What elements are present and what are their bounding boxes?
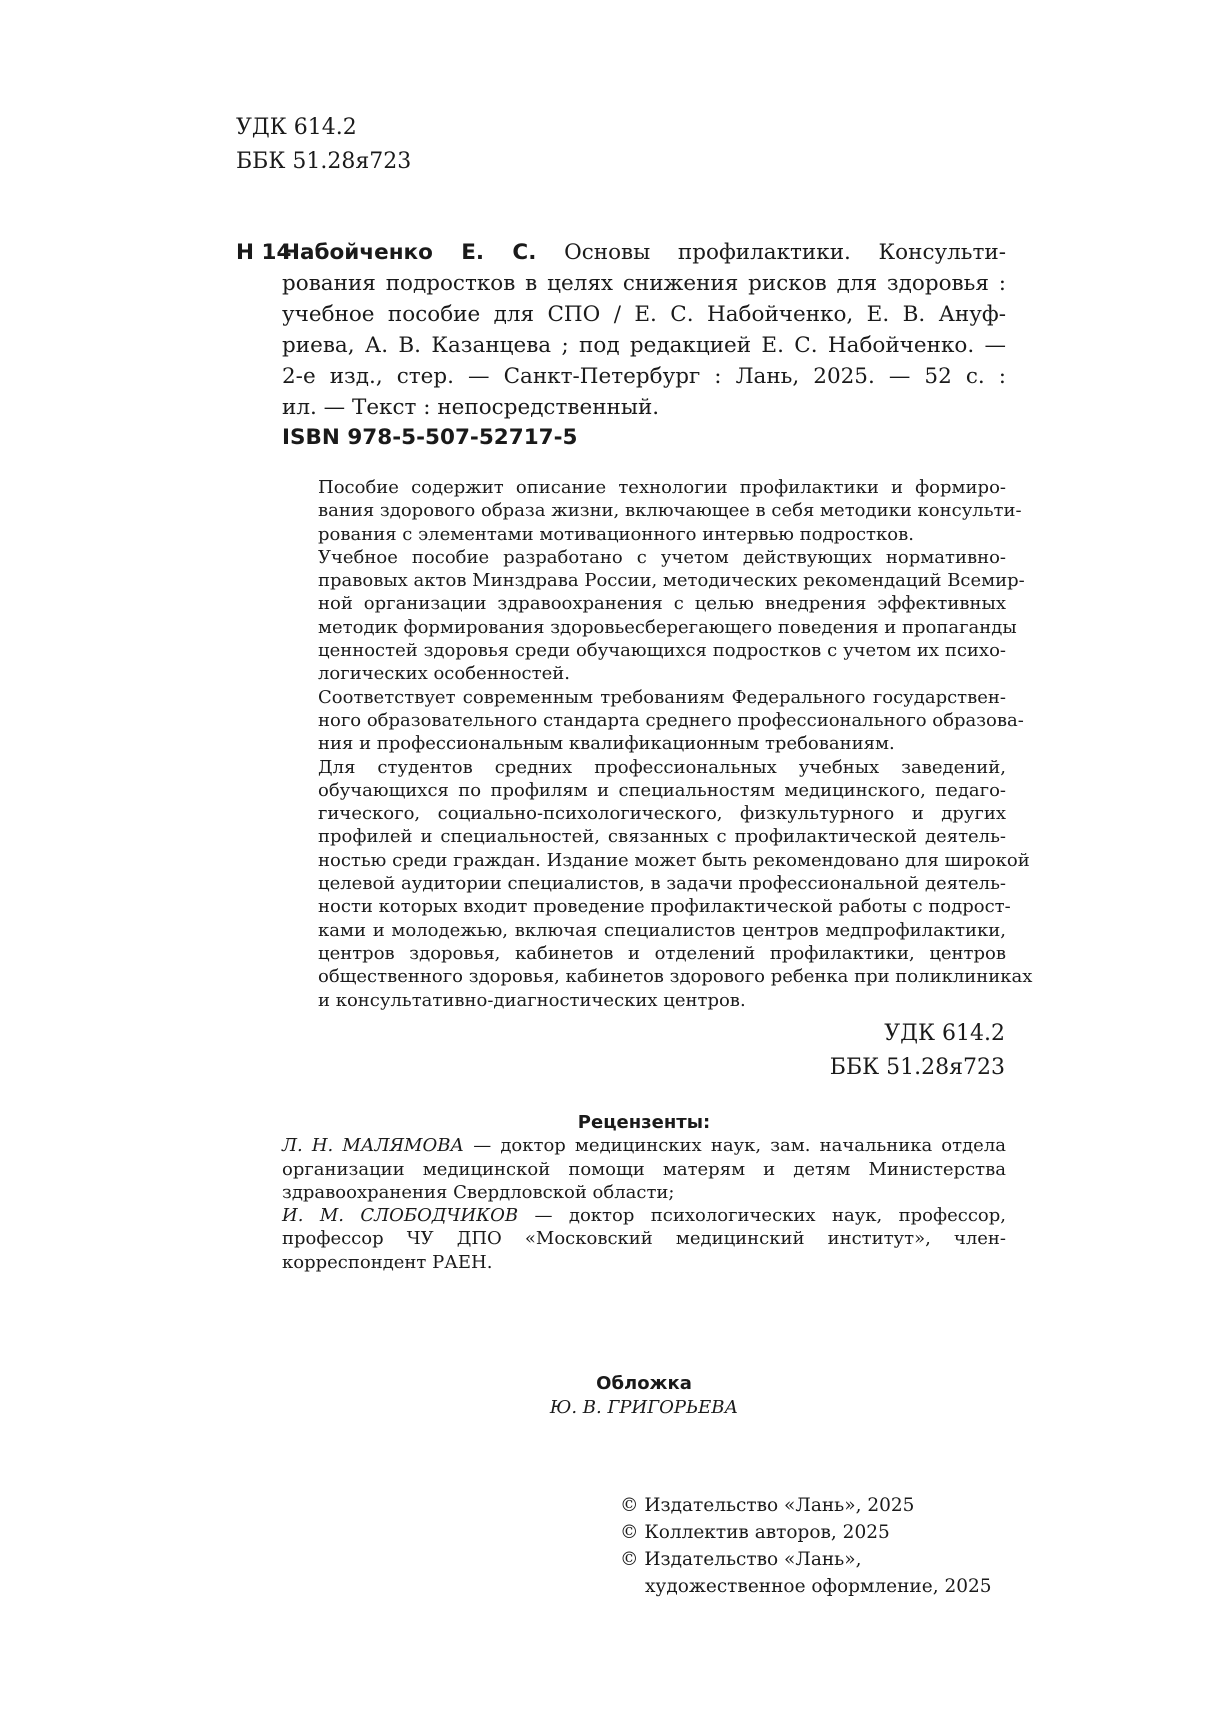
reviewers-block: [282, 1111, 1006, 1274]
copyright-block: [620, 1492, 992, 1600]
copyright-line: © Издательство «Лань», 2025: [620, 1495, 915, 1516]
classification-block-top: [236, 111, 411, 179]
reviewer-line: профессор ЧУ ДПО «Московский медицинский институт», член-: [282, 1228, 1006, 1250]
reviewer-line: Л. Н. МАЛЯМОВА — доктор медицинских наук, зам. начальника отдела: [282, 1135, 1006, 1157]
annotation-paragraph: Учебное пособие разработано с учетом действующих нормативно- правовых актов Минздрава России, методических рекомендаций Всемир- ной организации здравоохранения с целью внедрения эффективных методик формирования здоровьесберегающего поведения и пропаганды ценностей здоровья среди обучающихся подростков с учетом их психо- логических особенностей.: [318, 546, 1025, 685]
bibliographic-entry: [236, 237, 1006, 423]
reviewers-heading: Рецензенты:: [577, 1112, 711, 1133]
annotation-paragraph: Соответствует современным требованиям Федерального государствен- ного образовательного стандарта среднего профессионального образова- ния и профессиональным квалификационным требованиям.: [318, 686, 1024, 755]
cover-heading: Обложка: [596, 1373, 692, 1394]
reviewer-line: корреспондент РАЕН.: [282, 1251, 493, 1273]
bbk-code: ББК 51.28я723: [236, 149, 412, 174]
reviewer-name: Л. Н. МАЛЯМОВА: [282, 1135, 465, 1157]
copyright-line: художественное оформление, 2025: [645, 1576, 992, 1597]
author-name: Набойченко Е. С.: [282, 240, 537, 265]
cover-credit: [282, 1372, 1006, 1420]
bbk-code: ББК 51.28я723: [829, 1055, 1005, 1080]
annotation-paragraph: Пособие содержит описание технологии профилактики и формиро- вания здорового образа жизни, включающее в себя методики консульти- рования с элементами мотивационного интервью подростков.: [318, 477, 1022, 545]
reviewer-line: здравоохранения Свердловской области;: [282, 1181, 675, 1203]
entry-line: риева, А. В. Казанцева ; под редакцией Е. С. Набойченко. —: [282, 333, 1006, 358]
bibliographic-description: [282, 237, 1006, 423]
udk-code: УДК 614.2: [236, 115, 357, 140]
copyright-line: © Издательство «Лань»,: [620, 1549, 862, 1570]
udk-code: УДК 614.2: [884, 1021, 1005, 1046]
isbn: ISBN 978-5-507-52717-5: [282, 425, 578, 450]
classification-block-bottom: [830, 1017, 1005, 1085]
cover-designer: Ю. В. ГРИГОРЬЕВА: [549, 1397, 739, 1418]
entry-line: учебное пособие для СПО / Е. С. Набойченко, Е. В. Ануф-: [282, 302, 1006, 327]
reviewer-line: И. М. СЛОБОДЧИКОВ — доктор психологических наук, профессор,: [282, 1205, 1006, 1227]
entry-line: ил. — Текст : непосредственный.: [282, 395, 660, 420]
copyright-line: © Коллектив авторов, 2025: [620, 1522, 890, 1543]
annotation: [282, 476, 1033, 1012]
author-mark: Н 14: [236, 240, 292, 265]
annotation-paragraph: Для студентов средних профессиональных учебных заведений, обучающихся по профилям и специальностям медицинского, педаго- гического, социально-психологического, физкультурного и других профилей и специальностей, связанных с профилактической деятель- ностью среди граждан. Издание может быть рекомендовано для широкой целевой аудитории специалистов, в задачи профессиональной деятель- ности которых входит проведение профилактической работы с подрост- ками и молодежью, включая специалистов центров медпрофилактики, центров здоровья, кабинетов и отделений профилактики, центров общественного здоровья, кабинетов здорового ребенка при поликлиниках и консультативно-диагностических центров.: [318, 756, 1033, 1011]
reviewer-name: И. М. СЛОБОДЧИКОВ: [282, 1205, 519, 1227]
reviewer-line: организации медицинской помощи матерям и детям Министерства: [282, 1158, 1006, 1180]
entry-line: Набойченко Е. С. Основы профилактики. Консульти-: [282, 240, 1006, 265]
entry-line: рования подростков в целях снижения рисков для здоровья :: [282, 271, 1006, 296]
entry-line: 2-е изд., стер. — Санкт-Петербург : Лань, 2025. — 52 с. :: [282, 364, 1006, 389]
